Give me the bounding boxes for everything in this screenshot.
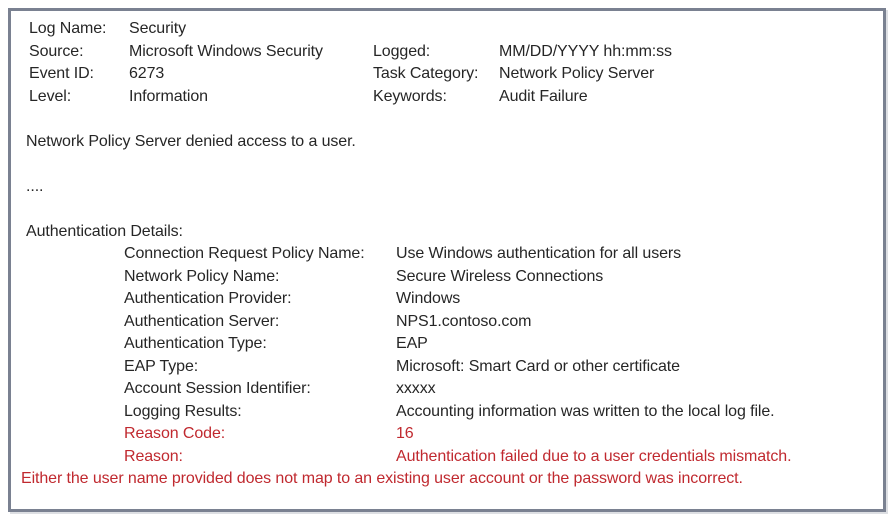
field-value	[499, 18, 873, 41]
blank-line	[11, 153, 873, 176]
authentication-details-heading: Authentication Details:	[26, 222, 183, 240]
detail-value: Accounting information was written to the local log file.	[396, 402, 775, 420]
detail-label: Reason:	[124, 447, 183, 465]
field-label: Level:	[29, 87, 72, 105]
omitted-content-ellipsis: ....	[26, 177, 44, 195]
header-row-log-name	[11, 18, 873, 41]
field-label: Task Category:	[373, 65, 479, 82]
header-row-eventid-taskcategory	[11, 63, 873, 86]
field-value: MM/DD/YYYY hh:mm:ss	[499, 42, 672, 60]
detail-value: Authentication failed due to a user credentials mismatch.	[396, 447, 792, 465]
detail-row	[11, 401, 873, 424]
field-label: Event ID:	[29, 65, 94, 82]
detail-label: Authentication Type:	[124, 335, 267, 352]
field-value: Network Policy Server	[499, 65, 655, 82]
detail-label: EAP Type:	[124, 357, 199, 375]
event-log-panel	[8, 8, 886, 512]
detail-row-reason	[11, 446, 873, 469]
detail-row-reason-code	[11, 423, 873, 446]
detail-label: Network Policy Name:	[124, 267, 280, 285]
field-label: Source:	[29, 42, 84, 60]
field-value: Security	[129, 20, 186, 37]
field-value: Audit Failure	[499, 87, 588, 105]
detail-row	[11, 243, 873, 266]
detail-label: Reason Code:	[124, 425, 226, 442]
detail-row	[11, 288, 873, 311]
detail-value: EAP	[396, 335, 428, 352]
detail-value: NPS1.contoso.com	[396, 312, 532, 330]
detail-value: xxxxx	[396, 380, 436, 397]
detail-row	[11, 311, 873, 334]
field-label	[373, 18, 499, 41]
detail-value: Microsoft: Smart Card or other certificate	[396, 357, 680, 375]
field-label: Logged:	[373, 42, 431, 60]
reason-continuation-text: Either the user name provided does not map to an existing user account or the password was incorrect.	[21, 470, 743, 487]
detail-value: Windows	[396, 290, 461, 307]
detail-label: Authentication Server:	[124, 312, 280, 330]
detail-row	[11, 266, 873, 289]
field-value: Information	[129, 87, 208, 105]
event-header	[11, 18, 873, 108]
field-value: 6273	[129, 65, 165, 82]
header-row-source-logged	[11, 41, 873, 64]
event-description: Network Policy Server denied access to a user.	[26, 132, 356, 150]
blank-line	[11, 198, 873, 221]
authentication-details-list	[11, 243, 873, 468]
detail-value: Use Windows authentication for all users	[396, 245, 682, 262]
detail-label: Connection Request Policy Name:	[124, 245, 365, 262]
detail-row	[11, 333, 873, 356]
detail-row	[11, 356, 873, 379]
detail-label: Account Session Identifier:	[124, 380, 311, 397]
blank-line	[11, 108, 873, 131]
field-value: Microsoft Windows Security	[129, 42, 323, 60]
header-row-level-keywords	[11, 86, 873, 109]
detail-value: 16	[396, 425, 414, 442]
field-label: Log Name:	[29, 20, 107, 37]
detail-value: Secure Wireless Connections	[396, 267, 604, 285]
detail-label: Logging Results:	[124, 402, 242, 420]
detail-row	[11, 378, 873, 401]
detail-label: Authentication Provider:	[124, 290, 292, 307]
field-label: Keywords:	[373, 87, 447, 105]
